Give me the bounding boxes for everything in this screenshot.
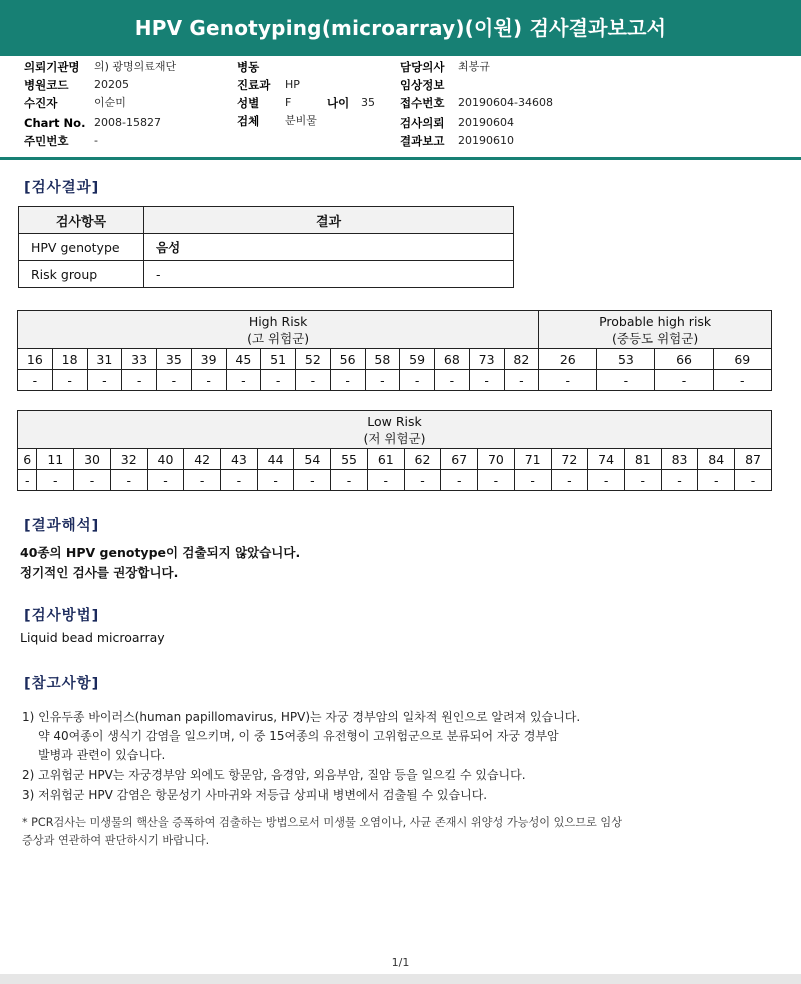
hpv-type-cell: 54 — [294, 449, 331, 470]
hpv-type-cell: 73 — [469, 349, 504, 370]
hpv-result-cell: - — [331, 470, 368, 491]
hpv-type-cell: 6 — [18, 449, 37, 470]
low-risk-type-row — [18, 449, 772, 470]
hpv-type-cell: 69 — [713, 349, 771, 370]
hpv-type-cell: 39 — [191, 349, 226, 370]
high-risk-title: High Risk — [248, 313, 308, 329]
hpv-result-cell: - — [367, 470, 404, 491]
low-risk-header — [18, 411, 772, 449]
method-section-title: [검사방법] — [24, 608, 100, 624]
hpv-result-cell: - — [539, 370, 597, 391]
result-item: Risk group — [19, 261, 144, 288]
hpv-result-cell: - — [713, 370, 771, 391]
high-risk-type-row — [18, 349, 772, 370]
hpv-type-cell: 42 — [184, 449, 221, 470]
hpv-result-cell: - — [87, 370, 122, 391]
doctor-field: 담당의사 최봉규 — [400, 60, 490, 74]
note-line: 발병과 관련이 있습니다. — [38, 748, 166, 762]
hpv-result-cell: - — [184, 470, 221, 491]
report-title: HPV Genotyping(microarray)(이원) 검사결과보고서 — [134, 16, 667, 40]
interpretation-section-title: [결과해석] — [24, 518, 100, 534]
hpv-type-cell: 81 — [624, 449, 661, 470]
hpv-result-cell: - — [469, 370, 504, 391]
hpv-type-cell: 35 — [157, 349, 192, 370]
hospital-code-field: 병원코드 20205 — [24, 78, 129, 92]
hpv-result-cell: - — [18, 470, 37, 491]
interpretation-text — [20, 543, 300, 583]
probable-risk-header — [539, 311, 772, 349]
table-row — [19, 234, 514, 261]
report-date-field: 결과보고 20190610 — [400, 134, 514, 148]
hpv-type-cell: 66 — [655, 349, 713, 370]
low-risk-subtitle: (저 위험군) — [363, 430, 426, 446]
probable-risk-subtitle: (중등도 위험군) — [612, 330, 699, 346]
sex-field: 성별 F — [237, 96, 292, 110]
hpv-result-cell: - — [365, 370, 400, 391]
hpv-type-cell: 87 — [735, 449, 772, 470]
hpv-type-cell: 83 — [661, 449, 698, 470]
ward-field: 병동 — [237, 60, 260, 74]
interpretation-line: 정기적인 검사를 권장합니다. — [20, 565, 179, 580]
note-line: 약 40여종이 생식기 감염을 일으키며, 이 중 15여종의 유전형이 고위험군으로 분류되어 자궁 경부암 — [38, 729, 559, 743]
hpv-result-cell: - — [157, 370, 192, 391]
clinical-info-field: 임상정보 — [400, 78, 445, 92]
hpv-type-cell: 82 — [504, 349, 539, 370]
hpv-result-cell: - — [191, 370, 226, 391]
hpv-result-cell: - — [294, 470, 331, 491]
hpv-result-cell: - — [261, 370, 296, 391]
note-line: 2) 고위험군 HPV는 자궁경부암 외에도 항문암, 음경암, 외음부암, 질암 등을 일으킬 수 있습니다. — [22, 768, 526, 782]
hpv-result-cell: - — [655, 370, 713, 391]
hpv-result-cell: - — [624, 470, 661, 491]
page-number: 1/1 — [391, 956, 410, 969]
hpv-result-cell: - — [122, 370, 157, 391]
low-risk-title: Low Risk — [367, 413, 422, 429]
hpv-type-cell: 18 — [52, 349, 87, 370]
hpv-type-cell: 44 — [257, 449, 294, 470]
hpv-result-cell: - — [330, 370, 365, 391]
hpv-type-cell: 58 — [365, 349, 400, 370]
hpv-result-cell: - — [400, 370, 435, 391]
resident-no-field: 주민번호 - — [24, 134, 98, 148]
hpv-type-cell: 59 — [400, 349, 435, 370]
hpv-result-cell: - — [147, 470, 184, 491]
result-item: HPV genotype — [19, 234, 144, 261]
hpv-type-cell: 45 — [226, 349, 261, 370]
hpv-type-cell: 84 — [698, 449, 735, 470]
hpv-type-cell: 26 — [539, 349, 597, 370]
hpv-result-cell: - — [52, 370, 87, 391]
hpv-result-cell: - — [478, 470, 515, 491]
specimen-field: 검체 분비물 — [237, 114, 317, 128]
hpv-type-cell: 40 — [147, 449, 184, 470]
hpv-type-cell: 61 — [367, 449, 404, 470]
hpv-type-cell: 16 — [18, 349, 53, 370]
method-text: Liquid bead microarray — [20, 630, 165, 645]
patient-field: 수진자 이순미 — [24, 96, 126, 110]
hpv-type-cell: 33 — [122, 349, 157, 370]
hpv-result-cell: - — [257, 470, 294, 491]
hpv-result-cell: - — [735, 470, 772, 491]
hpv-type-cell: 52 — [296, 349, 331, 370]
hpv-type-cell: 71 — [514, 449, 551, 470]
hpv-type-cell: 70 — [478, 449, 515, 470]
hpv-type-cell: 68 — [435, 349, 470, 370]
hpv-type-cell: 30 — [74, 449, 111, 470]
notes-section-title: [참고사항] — [24, 676, 100, 692]
result-table — [18, 206, 514, 288]
receipt-no-field: 접수번호 20190604-34608 — [400, 96, 553, 110]
hpv-result-cell: - — [296, 370, 331, 391]
hpv-result-cell: - — [698, 470, 735, 491]
result-col-item: 검사항목 — [19, 207, 144, 234]
hpv-result-cell: - — [404, 470, 441, 491]
hpv-type-cell: 43 — [221, 449, 258, 470]
hpv-type-cell: 53 — [597, 349, 655, 370]
hpv-type-cell: 31 — [87, 349, 122, 370]
high-risk-table — [17, 310, 772, 391]
hpv-type-cell: 51 — [261, 349, 296, 370]
hpv-type-cell: 32 — [110, 449, 147, 470]
bottom-bar — [0, 974, 801, 984]
interpretation-line: 40종의 HPV genotype이 검출되지 않았습니다. — [20, 545, 301, 560]
hpv-type-cell: 74 — [588, 449, 625, 470]
high-risk-subtitle: (고 위험군) — [247, 330, 310, 346]
hpv-result-cell: - — [226, 370, 261, 391]
hpv-type-cell: 55 — [331, 449, 368, 470]
hpv-type-cell: 62 — [404, 449, 441, 470]
hpv-result-cell: - — [551, 470, 588, 491]
hpv-result-cell: - — [514, 470, 551, 491]
note-line: 3) 저위험군 HPV 감염은 항문성기 사마귀와 저등급 상피내 병변에서 검출될 수 있습니다. — [22, 788, 488, 802]
hpv-result-cell: - — [597, 370, 655, 391]
request-date-field: 검사의뢰 20190604 — [400, 116, 514, 130]
hpv-type-cell: 67 — [441, 449, 478, 470]
hpv-result-cell: - — [37, 470, 74, 491]
high-risk-value-row — [18, 370, 772, 391]
hpv-result-cell: - — [221, 470, 258, 491]
result-section-title: [검사결과] — [24, 180, 100, 196]
hpv-result-cell: - — [588, 470, 625, 491]
age-field: 나이 35 — [327, 96, 375, 110]
hpv-type-cell: 72 — [551, 449, 588, 470]
hpv-result-cell: - — [110, 470, 147, 491]
hpv-result-cell: - — [74, 470, 111, 491]
hpv-type-cell: 56 — [330, 349, 365, 370]
footnote-line: * PCR검사는 미생물의 핵산을 증폭하여 검출하는 방법으로서 미생물 오염이나, 사균 존재시 위양성 가능성이 있으므로 임상 — [22, 816, 623, 829]
low-risk-table — [17, 410, 772, 491]
patient-header — [0, 56, 801, 160]
hpv-result-cell: - — [661, 470, 698, 491]
footnote — [22, 814, 622, 850]
hpv-type-cell: 11 — [37, 449, 74, 470]
hpv-result-cell: - — [441, 470, 478, 491]
high-risk-header — [18, 311, 539, 349]
hpv-result-cell: - — [18, 370, 53, 391]
result-value: 음성 — [144, 234, 514, 261]
note-line: 1) 인유두종 바이러스(human papillomavirus, HPV)는 자궁 경부암의 일차적 원인으로 알려져 있습니다. — [22, 710, 581, 724]
table-row — [19, 261, 514, 288]
low-risk-value-row — [18, 470, 772, 491]
department-field: 진료과 HP — [237, 78, 300, 92]
probable-risk-title: Probable high risk — [599, 313, 712, 329]
footnote-line: 증상과 연관하여 판단하시기 바랍니다. — [22, 834, 210, 847]
result-col-result: 결과 — [144, 207, 514, 234]
chart-no-field: Chart No. 2008-15827 — [24, 116, 161, 130]
hpv-result-cell: - — [504, 370, 539, 391]
hpv-result-cell: - — [435, 370, 470, 391]
result-value: - — [144, 261, 514, 288]
institution-field: 의뢰기관명 의) 광명의료재단 — [24, 60, 177, 74]
